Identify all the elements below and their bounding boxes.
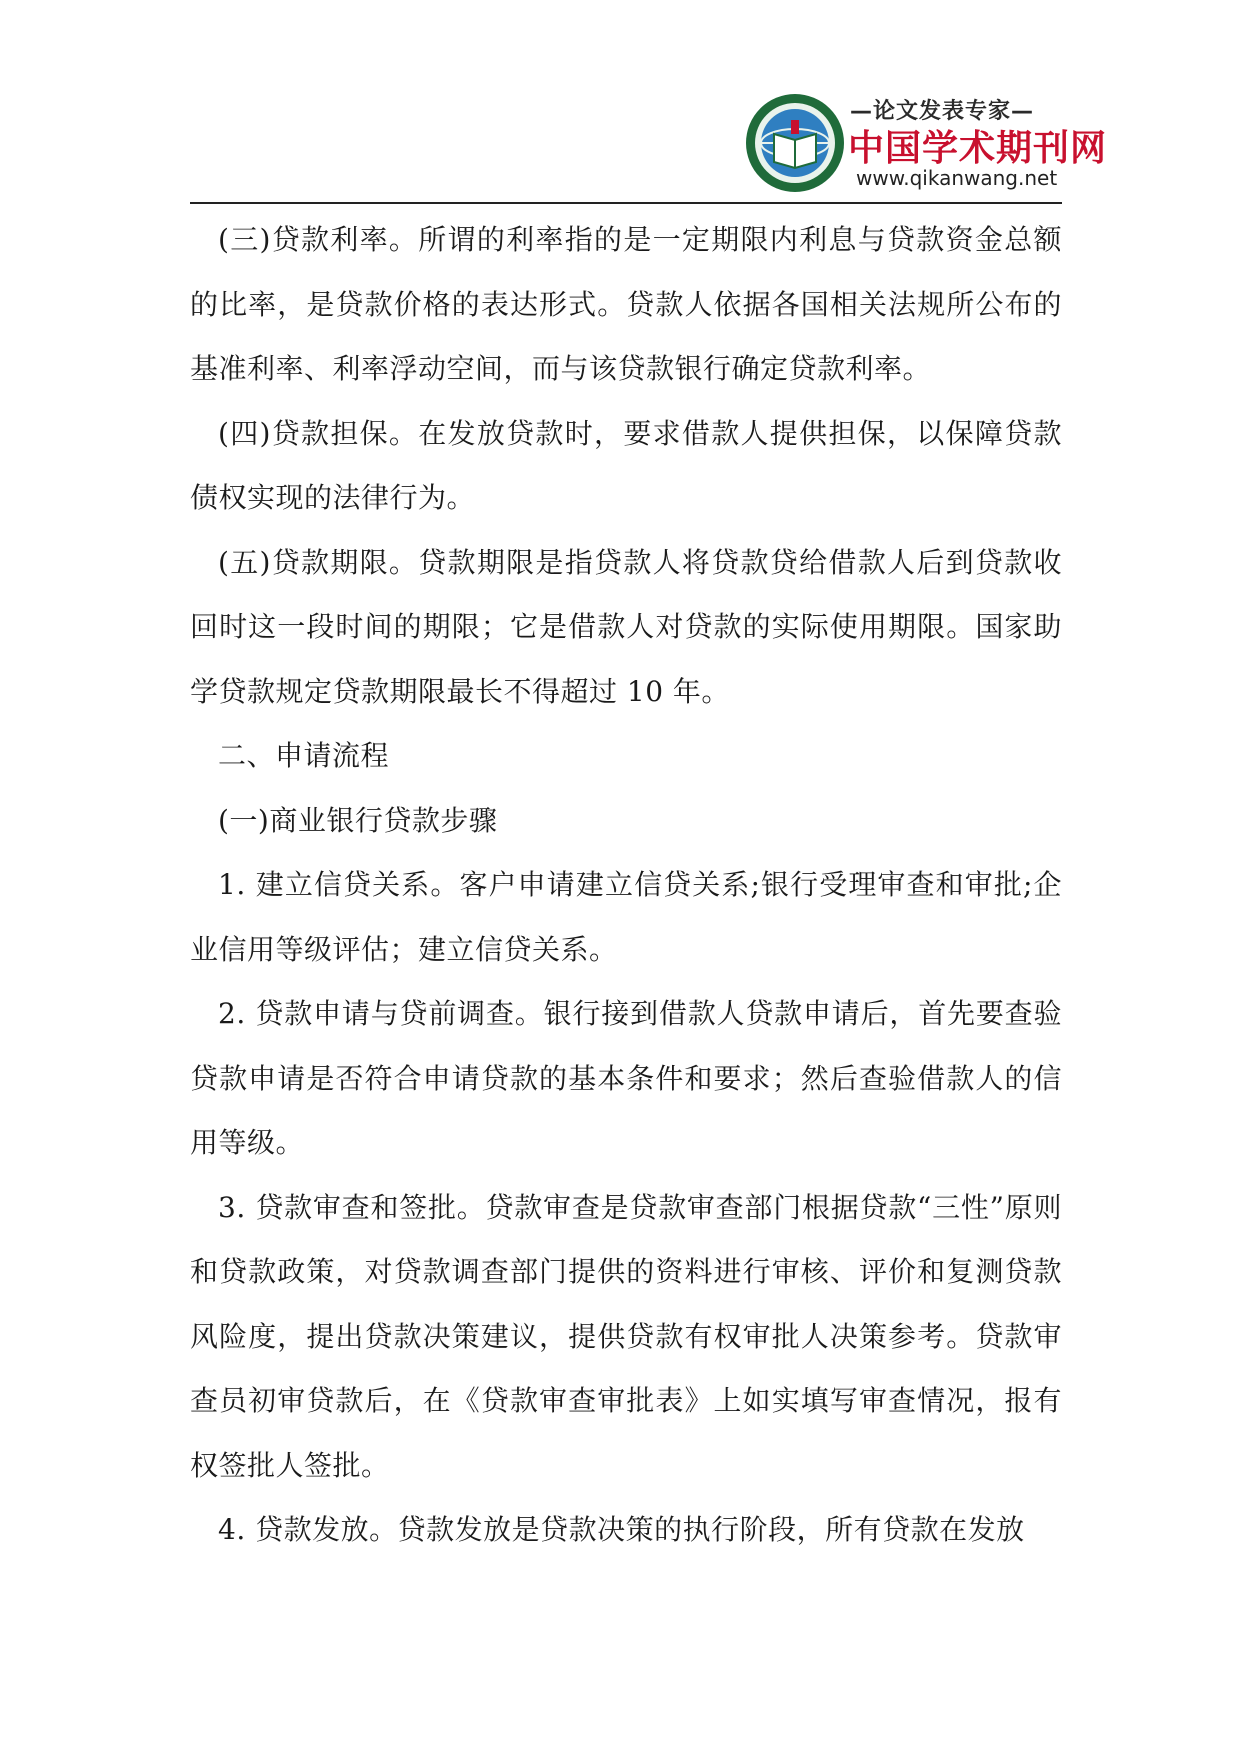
page-header [190,80,1108,204]
paragraph-step-2-loan-application: 2. 贷款申请与贷前调查。银行接到借款人贷款申请后，首先要查验贷款申请是否符合申请贷款的基本条件和要求；然后查验借款人的信用等级。 [190,997,1062,1159]
paragraph-loan-term: (五)贷款期限。贷款期限是指贷款人将贷款贷给借款人后到贷款收回时这一段时间的期限；它是借款人对贷款的实际使用期限。国家助学贷款规定贷款期限最长不得超过 10 年。 [190,545,1062,708]
paragraph-loan-guarantee: (四)贷款担保。在发放贷款时，要求借款人提供担保，以保障贷款债权实现的法律行为。 [190,416,1062,514]
paragraph-step-4-loan-disbursement: 4. 贷款发放。贷款发放是贷款决策的执行阶段，所有贷款在发放 [218,1513,1025,1546]
site-logo [744,90,1108,196]
logo-text-block [848,90,1108,196]
globe-book-seal-icon [744,92,846,194]
logo-site-name: 中国学术期刊网 [848,128,1108,169]
section-heading-application-process: 二、申请流程 [218,739,390,772]
paragraph-step-1-credit-relationship: 1. 建立信贷关系。客户申请建立信贷关系;银行受理审查和审批;企业信用等级评估；建立信贷关系。 [190,868,1062,966]
document-body [190,208,1062,1563]
paragraph-loan-interest-rate: (三)贷款利率。所谓的利率指的是一定期限内利息与贷款资金总额的比率，是贷款价格的表达形式。贷款人依据各国相关法规所公布的基准利率、利率浮动空间，而与该贷款银行确定贷款利率。 [190,223,1062,385]
logo-slogan: —论文发表专家— [850,99,1035,124]
subsection-heading-commercial-bank-steps: (一)商业银行贷款步骤 [218,803,498,837]
logo-url: www.qikanwang.net [856,166,1058,190]
paragraph-step-3-loan-review: 3. 贷款审查和签批。贷款审查是贷款审查部门根据贷款“三性”原则和贷款政策，对贷款调查部门提供的资料进行审核、评价和复测贷款风险度，提出贷款决策建议，提供贷款有权审批人决策参考。贷款审查员初审贷款后，在《贷款审查审批表》上如实填写审查情况，报有权签批人签批。 [190,1190,1062,1482]
